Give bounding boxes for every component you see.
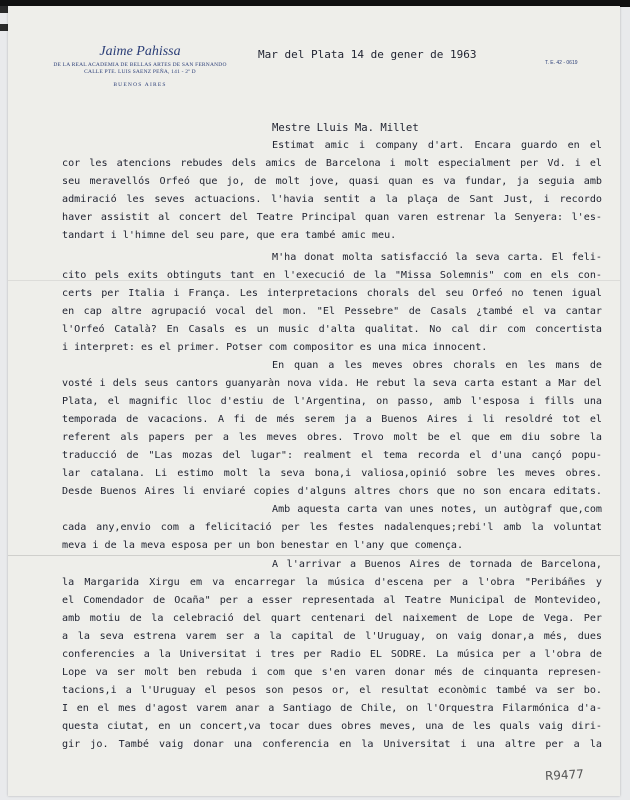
body-line: amb motiu de la celebració del quart centenari del naixement de Lope de Vega. Per [62,613,602,624]
body-line: gir jo. També vaig donar una conferencia en la Universitat i una altre per a la [62,739,602,750]
paper-fold [8,555,620,556]
body-line: l'Orfeó Català? En Casals es un music d'alta qualitat. No cal dir com concertista [62,324,602,335]
body-line: el Comendador de Ocaña" per a esser representada al Teatre Municipal de Montevideo, [62,595,602,606]
letter-recipient: Mestre Lluis Ma. Millet [272,122,419,134]
body-line: A l'arrivar a Buenos Aires de tornada de Barcelona, [272,559,602,570]
letterhead-academy: DE LA REAL ACADEMIA DE BELLAS ARTES DE SAN FERNANDO [53,62,227,68]
body-line: conferencies a la Universitat i tres per Radio EL SODRE. La música per a l'obra de [62,649,602,660]
body-line: la Margarida Xirgu em va encarregar la música d'escena per a l'obra "Peribáñes y [62,577,602,588]
body-line: traducció de "Las mozas del lugar": realment el tema recorda el d'una cançó popu- [62,450,602,461]
body-line: Estimat amic i company d'art. Encara guardo en el [272,140,602,151]
body-line: admiració les seves actuacions. l'havia sentit a la plaça de Sant Just, i recordo [62,194,602,205]
body-line: certs per Italia i França. Les interpretacions chorals del seu Orfeó no tenen igual [62,288,602,299]
body-line: M'ha donat molta satisfacció la seva carta. El feli- [272,252,602,263]
archive-number: R9477 [544,766,585,784]
letterhead [50,44,230,88]
body-line: seu meravellós Orfeó que jo, de molt jove, quasi quan es va fundar, ja seguia amb [62,176,602,187]
body-line: en cap altre agrupació vocal del mon. "El Pessebre" de Casals ¿també el va cantar [62,306,602,317]
body-line: vosté i dels seus cantors guanyaràn nova vida. He rebut la seva carta estant a Mar del [62,378,602,389]
letterhead-name: Jaime Pahissa [99,44,181,59]
body-line: tacions,i a l'Uruguay el pesos son pesos or, el resultat econòmic també va ser bo. [62,685,602,696]
body-line: temporada de vacacions. A fi de més serem ja a Buenos Aires i li resoldré tot el [62,414,602,425]
body-line: tandart i l'himne del seu pare, que era també amic meu. [62,230,397,241]
body-line: En quan a les meves obres chorals en les mans de [272,360,602,371]
body-line: meva i de la meva esposa per un bon benestar en l'any que comença. [62,540,464,551]
letter-date: Mar del Plata 14 de gener de 1963 [258,48,477,61]
body-line: Plata, el magnific lloc d'estiu de l'Argentina, on passo, amb l'esposa i fills una [62,396,602,407]
body-line: cito pels exits obtinguts tant en l'execució de la "Missa Solemnis" com en els con- [62,270,602,281]
body-line: a la seva estrena varem ser a la capital de l'Uruguay, on vaig donar,a més, dues [62,631,602,642]
body-line: lar catalana. Li estimo molt la seva bona,i valiosa,opinió sobre les meves obres. [62,468,602,479]
letterhead-address: CALLE PTE. LUIS SAENZ PEÑA, 141 - 2º D [84,69,196,75]
body-line: I en el mes d'agost varem anar a Santiago de Chile, on l'Orquestra Filarmónica d'a- [62,703,602,714]
body-line: haver assistit al concert del Teatre Principal quan varen estrenar la Senyera: l'es- [62,212,602,223]
body-line: cor les atencions rebudes dels amics de Barcelona i molt especialment per Vd. i el [62,158,602,169]
body-line: questa ciutat, en un concert,va tocar dues obres meves, una de les quals vaig diri- [62,721,602,732]
letterhead-city: BUENOS AIRES [113,82,167,88]
body-line: cada any,envio com a felicitació per les festes nadalenques;rebi'l amb la voluntat [62,522,602,533]
body-line: i interpret: es el primer. Potser com compositor es una mica innocent. [62,342,488,353]
body-line: Desde Buenos Aires li enviaré copies d'alguns altres chors que no son encara editats. [62,486,602,497]
body-line: referent als papers per a les meves obres. Trovo molt be el que em diu sobre la [62,432,602,443]
body-line: Amb aquesta carta van unes notes, un autògraf que,com [272,504,602,515]
body-line: Lope va ser molt ben rebuda i com que s'en varen donar més de cinquanta represen- [62,667,602,678]
letterhead-phone: T. E. 42 - 0619 [545,60,578,66]
